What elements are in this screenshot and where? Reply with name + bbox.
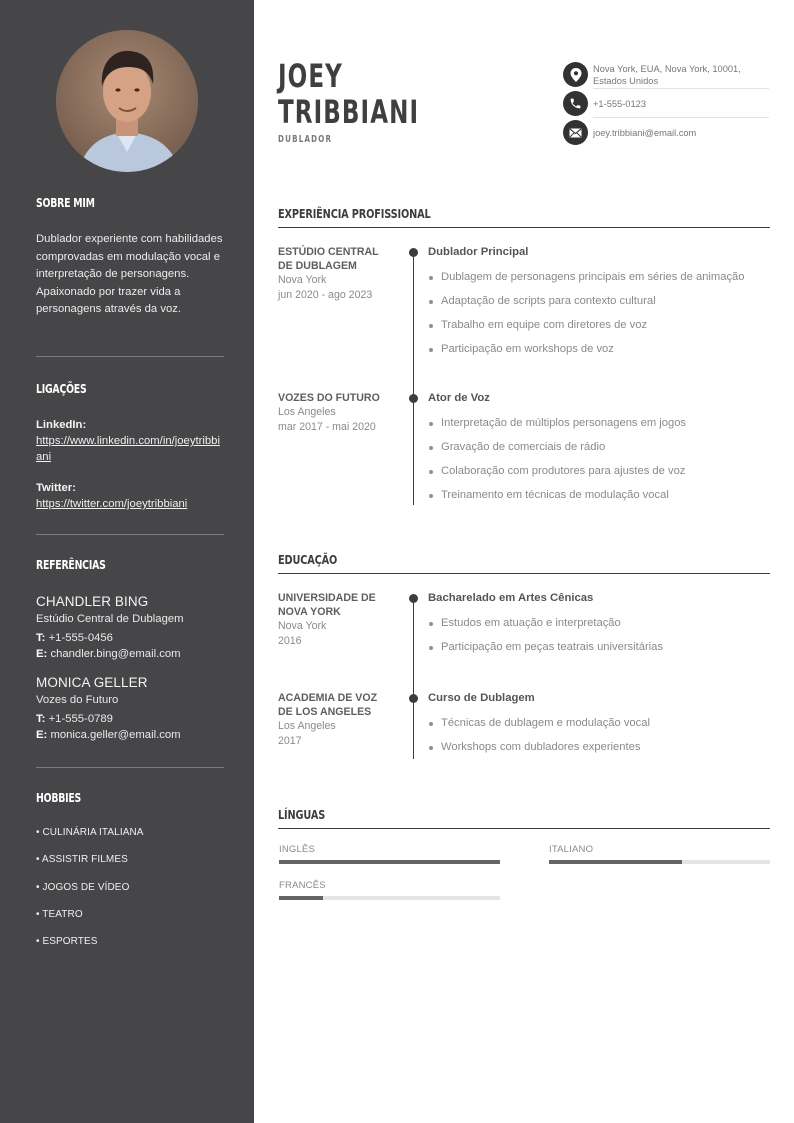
reference-item	[36, 593, 224, 662]
experience-org: ESTÚDIO CENTRAL DE DUBLAGEM Nova York jun 2020 - ago 2023	[278, 246, 379, 301]
list-item: Dublagem de personagens principais em séries de animação	[428, 265, 773, 289]
list-item: Participação em workshops de voz	[428, 337, 773, 361]
list-item: Treinamento em técnicas de modulação vocal	[428, 483, 773, 507]
hobbies-title: HOBBIES	[36, 791, 82, 805]
timeline-dot	[409, 594, 418, 603]
section-rule	[278, 227, 770, 228]
timeline-dot	[409, 248, 418, 257]
experience-details: Ator de Voz Interpretação de múltiplos personagens em jogos Gravação de comerciais de rádio Colaboração com produtores para ajustes de voz Treinamento em técnicas de modulação vocal	[428, 391, 773, 507]
list-item: Participação em peças teatrais universitárias	[428, 635, 773, 659]
education-org: ACADEMIA DE VOZ DE LOS ANGELES Los Angeles 2017	[278, 692, 378, 747]
language-french: FRANCÊS	[279, 880, 500, 900]
reference-email: E: chandler.bing@email.com	[36, 648, 181, 660]
reference-email: E: monica.geller@email.com	[36, 729, 181, 741]
linkedin-link[interactable]: https://www.linkedin.com/in/joeytribbiani	[36, 435, 220, 463]
location-pin-icon	[563, 62, 588, 87]
timeline-line	[413, 598, 414, 759]
candidate-name: JOEY TRIBBIANI	[278, 57, 420, 131]
experience-details: Dublador Principal Dublagem de personagens principais em séries de animação Adaptação de scripts para contexto cultural Trabalho em equipe com diretores de voz Participação em workshops de voz	[428, 245, 773, 361]
experience-title: EXPERIÊNCIA PROFISSIONAL	[278, 206, 431, 221]
sidebar	[0, 0, 254, 1123]
divider	[593, 117, 769, 118]
language-level-bar	[279, 896, 500, 900]
about-title: SOBRE MIM	[36, 196, 95, 210]
avatar-icon	[56, 30, 198, 172]
about-section	[36, 196, 224, 210]
twitter-entry	[36, 480, 224, 512]
education-org: UNIVERSIDADE DE NOVA YORK Nova York 2016	[278, 592, 376, 647]
divider	[36, 767, 224, 768]
divider	[36, 534, 224, 535]
reference-phone: T: +1-555-0456	[36, 632, 113, 644]
reference-phone: T: +1-555-0789	[36, 713, 113, 725]
links-title: LIGAÇÕES	[36, 382, 87, 396]
list-item: Interpretação de múltiplos personagens em jogos	[428, 411, 773, 435]
languages-title: LÍNGUAS	[278, 807, 326, 822]
list-item: Trabalho em equipe com diretores de voz	[428, 313, 773, 337]
linkedin-entry	[36, 417, 224, 465]
hobbies-section	[36, 791, 224, 805]
twitter-link[interactable]: https://twitter.com/joeytribbiani	[36, 498, 188, 510]
language-english: INGLÊS	[279, 844, 500, 864]
hobby-item: • JOGOS DE VÍDEO	[36, 881, 130, 893]
about-text: Dublador experiente com habilidades comprovadas em modulação vocal e interpretação de personagens. Apaixonado por trazer vida a personagens através da voz.	[36, 233, 223, 315]
language-italian: ITALIANO	[549, 844, 770, 864]
list-item: Gravação de comerciais de rádio	[428, 435, 773, 459]
hobby-item: • CULINÁRIA ITALIANA	[36, 827, 144, 838]
education-title: EDUCAÇÃO	[278, 552, 338, 567]
list-item: Colaboração com produtores para ajustes de voz	[428, 459, 773, 483]
education-details: Bacharelado em Artes Cênicas Estudos em atuação e interpretação Participação em peças teatrais universitárias	[428, 591, 773, 659]
divider	[36, 356, 224, 357]
list-item: Técnicas de dublagem e modulação vocal	[428, 711, 773, 735]
hobby-item: • TEATRO	[36, 908, 83, 920]
experience-org: VOZES DO FUTURO Los Angeles mar 2017 - mai 2020	[278, 392, 380, 433]
links-section	[36, 382, 224, 396]
language-level-bar	[549, 860, 770, 864]
education-details: Curso de Dublagem Técnicas de dublagem e modulação vocal Workshops com dubladores experientes	[428, 691, 773, 759]
reference-company: Vozes do Futuro	[36, 694, 119, 706]
language-level-bar	[279, 860, 500, 864]
twitter-label: Twitter:	[36, 482, 76, 494]
timeline-dot	[409, 394, 418, 403]
reference-item	[36, 674, 224, 743]
profile-photo	[56, 30, 198, 172]
reference-company: Estúdio Central de Dublagem	[36, 613, 184, 625]
email-icon	[563, 120, 588, 145]
hobby-item: • ESPORTES	[36, 936, 98, 948]
phone-icon	[563, 91, 588, 116]
timeline-dot	[409, 694, 418, 703]
timeline-line	[413, 252, 414, 505]
section-rule	[278, 828, 770, 829]
reference-name: MONICA GELLER	[36, 675, 148, 690]
list-item: Estudos em atuação e interpretação	[428, 611, 773, 635]
linkedin-label: LinkedIn:	[36, 419, 87, 431]
list-item: Workshops com dubladores experientes	[428, 735, 773, 759]
job-title: DUBLADOR	[278, 134, 333, 145]
divider	[593, 88, 769, 89]
references-section	[36, 558, 224, 572]
references-title: REFERÊNCIAS	[36, 558, 106, 572]
reference-name: CHANDLER BING	[36, 594, 149, 609]
list-item: Adaptação de scripts para contexto cultural	[428, 289, 773, 313]
hobbies-list	[36, 826, 224, 962]
hobby-item: • ASSISTIR FILMES	[36, 854, 128, 866]
section-rule	[278, 573, 770, 574]
